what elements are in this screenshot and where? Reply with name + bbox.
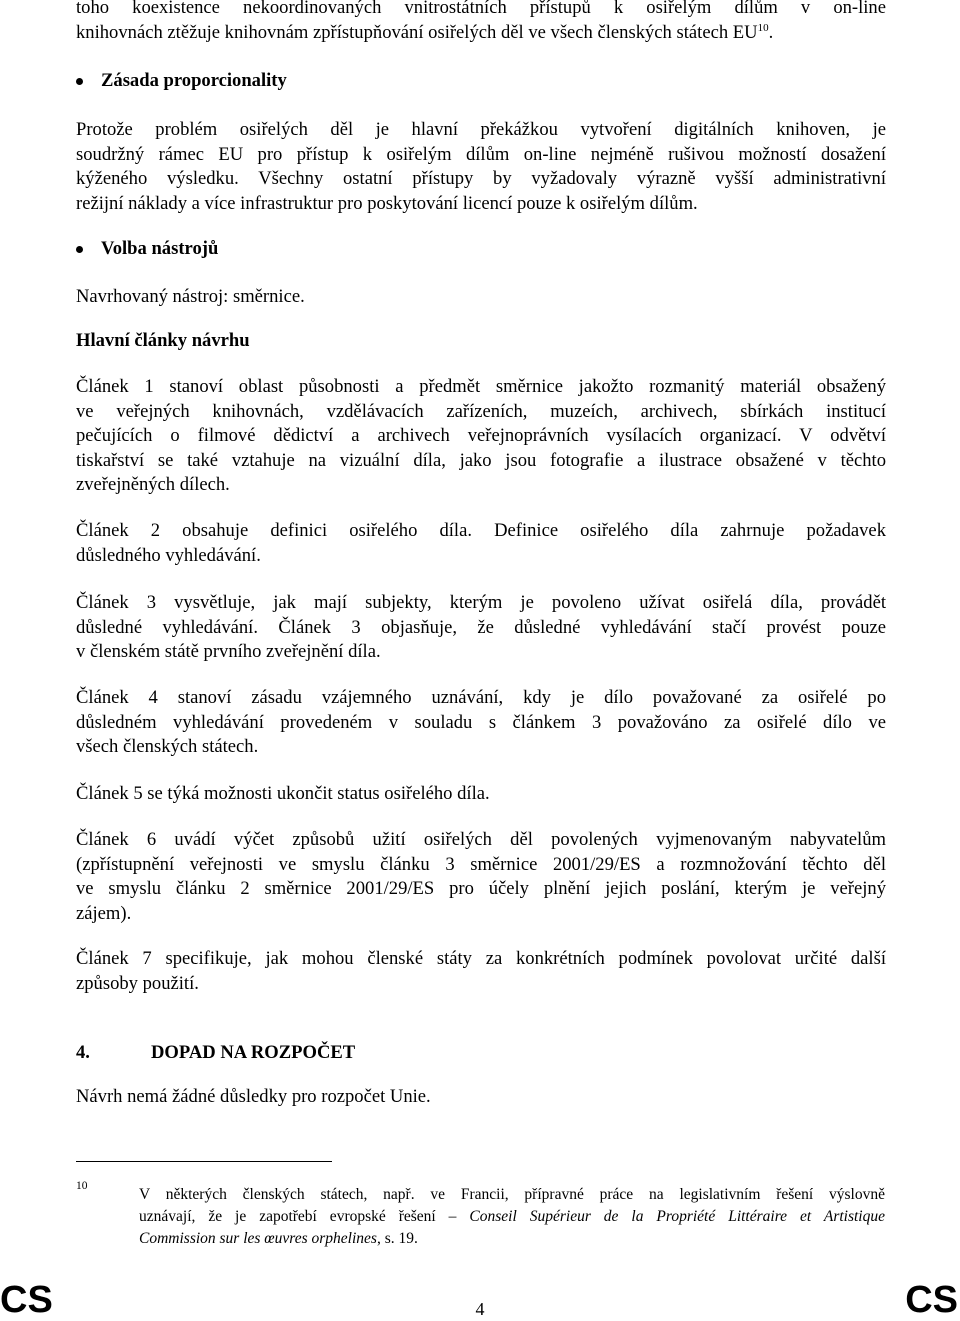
article-7-paragraph [76,947,886,996]
bullet-dot-icon [76,246,83,253]
text-line: (zpřístupnění veřejnosti ve smyslu článku 3 směrnice 2001/29/ES a rozmnožování těchto děl [76,853,886,875]
bullet-dot-icon [76,78,83,85]
text-line: Článek 1 stanoví oblast působnosti a předmět směrnice jakožto rozmanitý materiál obsažený [76,376,886,397]
article-4-paragraph [76,686,886,760]
text-line: Článek 3 vysvětluje, jak mají subjekty, kterým je povoleno užívat osiřelá díla, provádět [76,592,886,613]
proportionality-paragraph [76,118,886,216]
text-line: pečujících o filmové dědictví a archivech veřejnoprávních vysílacích organizací. V odvětví [76,425,886,446]
text-line: Článek 5 se týká možnosti ukončit status osiřelého díla. [76,783,490,804]
text-line: Článek 2 obsahuje definici osiřelého díla. Definice osiřelého díla zahrnuje požadavek [76,520,886,541]
intro-paragraph [76,0,886,45]
text-line: Navrhovaný nástroj: směrnice. [76,286,305,307]
budget-paragraph [76,1085,886,1110]
text-line: kýženého výsledku. Všechny ostatní přístupy by vyžadovaly výrazně vyšší administrativní [76,168,886,189]
text-line: zájem). [76,902,132,924]
footnote-reference[interactable]: 10 [757,21,769,34]
text-line: tiskařství se také vztahuje na vizuální díla, jako jsou fotografie a ilustrace obsažené v těchto [76,449,886,471]
footnote-line: uznávají, že je zapotřebí evropské řešení – Conseil Supérieur de la Propriété Littéraire et Artistique [139,1208,885,1225]
text-line: Článek 7 specifikuje, jak mohou členské státy za konkrétních podmínek povolovat určité další [76,948,886,969]
text-line: režijní náklady a více infrastruktur pro poskytování licencí pouze k osiřelým dílům. [76,192,698,214]
article-3-paragraph [76,591,886,665]
main-articles-heading [76,329,886,354]
section-heading: Hlavní články návrhu [76,330,250,351]
footnote-line: V některých členských státech, např. ve Francii, přípravné práce na legislativním řešení výslovně [139,1186,885,1203]
text-line: Článek 4 stanoví zásadu vzájemného uznávání, kdy je dílo považované za osiřelé po [76,687,886,708]
footnote-text [139,1184,885,1250]
text-line: ve smyslu článku 2 směrnice 2001/29/ES pro účely plnění jejich poslání, kterým je veřejný [76,878,886,899]
text-line: v členském státě prvního zveřejnění díla. [76,641,381,662]
intro-line-2: knihovnách ztěžuje knihovnám zpřístupňování osiřelých děl ve všech členských státech EU$^{10}$. [76,21,774,43]
bullet-label: Zásada proporcionality [101,70,287,91]
text-line: soudržný rámec EU pro přístup k osiřelým dílům on-line nejméně rušivou možností dosažení [76,143,886,165]
article-1-paragraph [76,375,886,498]
article-2-paragraph [76,519,886,568]
page-number: 4 [475,1299,485,1319]
article-6-paragraph [76,828,886,926]
text-line: Článek 6 uvádí výčet způsobů užití osiřelých děl povolených vyjmenovaným nabyvatelům [76,829,886,850]
text-line: ve veřejných knihovnách, vzdělávacích zařízeních, muzeích, archivech, sbírkách institucí [76,400,886,422]
text-line: Návrh nemá žádné důsledky pro rozpočet Unie. [76,1086,431,1107]
section-4-title: DOPAD NA ROZPOČET [151,1042,356,1063]
text-line: způsoby použití. [76,972,199,994]
bullet-label: Volba nástrojů [101,238,219,259]
footer-language-right: CS [905,1279,958,1321]
text-line: důsledného vyhledávání. [76,544,261,566]
text-line: zveřejněných dílech. [76,474,230,495]
article-5-paragraph [76,782,886,807]
text-line: důsledné vyhledávání. Článek 3 objasňuje, že důsledné vyhledávání stačí provést pouze [76,616,886,638]
text-line: Protože problém osiřelých děl je hlavní překážkou vytvoření digitálních knihoven, je [76,119,886,140]
footnote-number: 10 [76,1180,88,1192]
footnote-separator [76,1161,332,1162]
intro-line-1: toho koexistence nekoordinovaných vnitrostátních přístupů k osiřelým dílům v on-line [76,0,886,18]
footer-language-left: CS [0,1279,53,1321]
section-4-number: 4. [76,1042,90,1063]
text-line: důsledném vyhledávání provedeném v souladu s článkem 3 považováno za osiřelé dílo ve [76,711,886,733]
proposed-instrument [76,285,886,310]
text-line: všech členských státech. [76,736,259,757]
footnote-line: Commission sur les œuvres orphelines, s. 19. [139,1230,418,1247]
